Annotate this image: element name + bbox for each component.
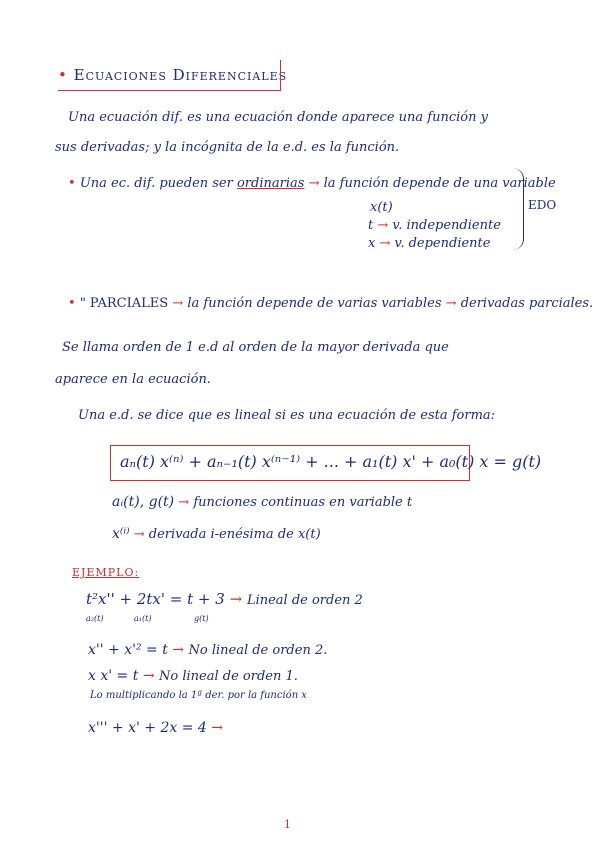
deriv-desc: derivada i-enésima de x(t) (148, 527, 321, 542)
deriv-note (112, 526, 321, 542)
linear-equation: aₙ(t) x⁽ⁿ⁾ + aₙ₋₁(t) x⁽ⁿ⁻¹⁾ + ... + a₁(t) x' + a₀(t) x = g(t) (120, 452, 542, 471)
edo-term: ordinarias (236, 176, 305, 191)
edo-prefix: Una ec. dif. pueden ser (79, 176, 233, 191)
arrow-icon: → (211, 720, 223, 736)
bullet-icon: • (68, 176, 76, 191)
edo-t-desc: v. independiente (392, 218, 501, 233)
orden-line-2: aparece en la ecuación. (55, 372, 211, 387)
ex3-eq: x x' = t (88, 668, 139, 684)
ex1-result: Lineal de orden 2 (246, 593, 363, 608)
page-number: 1 (284, 818, 291, 831)
title-bar (280, 60, 281, 91)
orden-line-1: Se llama orden de 1 e.d al orden de la mayor derivada que (62, 340, 449, 355)
arrow-icon: → (172, 642, 185, 658)
ex3-note: Lo multiplicando la 1ª der. por la función x (90, 690, 307, 701)
intro-line-2: sus derivadas; y la incógnita de la e.d. es la función. (55, 140, 400, 155)
ex3-line (88, 668, 298, 684)
parciales-line (68, 296, 593, 311)
coef-lhs: aᵢ(t), g(t) (112, 494, 175, 510)
title-underline (58, 90, 280, 91)
ex1-sub-2: a₁(t) (134, 614, 152, 623)
coef-note (112, 494, 412, 510)
bullet-icon: • (68, 296, 76, 311)
edo-x-desc: v. dependiente (394, 236, 491, 251)
ex4-eq: x''' + x' + 2x = 4 (88, 720, 207, 736)
coef-desc: funciones continuas en variable t (193, 495, 413, 510)
parciales-term: " PARCIALES (79, 296, 169, 311)
example-title: EJEMPLO: (72, 566, 140, 579)
edo-xt: x(t) (370, 200, 393, 215)
arrow-icon: → (379, 236, 391, 251)
ex1-line (86, 590, 363, 608)
edo-x-label: x (368, 236, 376, 251)
ex4-line (88, 720, 223, 736)
section-title (58, 66, 287, 84)
ex2-result: No lineal de orden 2. (188, 643, 328, 658)
ex1-sub-1: a₂(t) (86, 614, 104, 623)
ex1-eq: t²x'' + 2tx' = t + 3 (86, 590, 225, 608)
title-text: Ecuaciones Diferenciales (73, 66, 288, 84)
arrow-icon: → (172, 296, 184, 311)
arrow-icon: → (229, 590, 243, 608)
edo-brace-label: EDO (528, 198, 557, 212)
deriv-lhs: x⁽ⁱ⁾ (112, 526, 130, 542)
arrow-icon: → (142, 668, 155, 684)
lineal-definition: Una e.d. se dice que es lineal si es una ecuación de esta forma: (78, 408, 496, 423)
edo-desc: la función depende de una variable (323, 176, 556, 191)
edo-brace (513, 168, 524, 250)
parciales-result: derivadas parciales. (460, 296, 594, 311)
edo-line (68, 176, 556, 191)
arrow-icon: → (133, 527, 145, 542)
edo-t-line (368, 218, 501, 233)
ex2-line (88, 642, 327, 658)
arrow-icon: → (178, 495, 190, 510)
arrow-icon: → (308, 176, 320, 191)
ex1-sub-3: g(t) (194, 614, 209, 623)
edo-t-label: t (368, 218, 374, 233)
parciales-desc: la función depende de varias variables (187, 296, 442, 311)
intro-line-1: Una ecuación dif. es una ecuación donde aparece una función y (68, 110, 488, 125)
ex2-eq: x'' + x'² = t (88, 642, 168, 658)
arrow-icon: → (377, 218, 389, 233)
ex3-result: No lineal de orden 1. (159, 669, 298, 684)
bullet-icon: • (58, 66, 68, 84)
arrow-icon: → (445, 296, 457, 311)
edo-x-line (368, 236, 490, 251)
